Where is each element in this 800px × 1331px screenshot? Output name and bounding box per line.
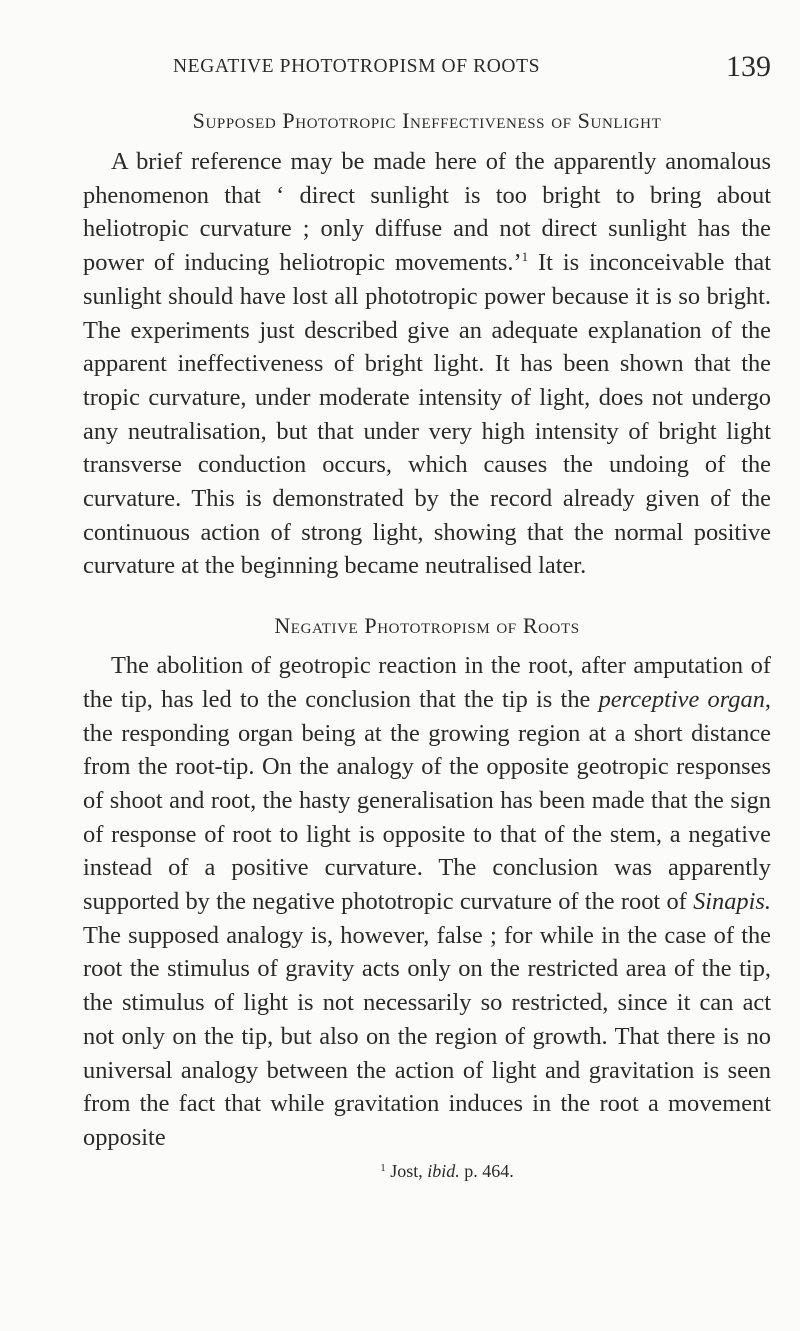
footnote-ibid: ibid. [427,1160,460,1181]
page-content [83,52,771,1182]
paragraph-roots [83,649,771,1155]
running-header [83,52,771,92]
footnote [83,1161,771,1182]
footnote-author: Jost, [390,1160,423,1181]
paragraph-text: The abolition of geotropic reaction in the root, after amputation of the tip, has led to the conclusion that the tip is the [83,652,771,713]
paragraph-text: The supposed analogy is, however, false ; for while in the case of the root the stimulus of gravity acts only on the restricted area of the tip, the stimulus of light is not necessarily so restricted, since it can act not only on the tip, but also on the region of growth. That there is no universal analogy between the action of light and gravitation is seen from the fact that while gravitation induces in the root a movement opposite [83,921,771,1151]
italic-term: perceptive organ, [598,685,771,713]
footnote-marker: 1 [380,1161,386,1174]
page-number: 139 [726,50,771,83]
paragraph-text: It is inconceivable that sunlight should have lost all phototropic power because it is so bright. The experiments just described give an adequate explanation of the apparent ineffectiveness of bright light. It has been shown that the tropic curvature, under moderate intensity of light, does not undergo any neutralisation, but that under very high intensity of bright light transverse conduction occurs, which causes the undoing of the curvature. This is demonstrated by the record already given of the continuous action of strong light, showing that the normal positive curvature at the beginning became neutralised later. [83,249,771,580]
section-heading-sunlight: Supposed Phototropic Ineffectiveness of Sunlight [192,108,662,133]
footnote-page: p. 464. [464,1160,514,1181]
section-heading-roots: Negative Phototropism of Roots [274,613,580,639]
paragraph-text: A brief reference may be made here of the apparently anomalous phenomenon that ‘ direct sunlight is too bright to bring about heliotropic curvature ; only diffuse and not direct sunlight has the power of inducing heliotropic movements.’ [83,148,771,277]
footnote-reference[interactable]: 1 [521,249,529,265]
running-title: NEGATIVE PHOTOTROPISM OF ROOTS [173,56,541,77]
paragraph-text: the responding organ being at the growing region at a short distance from the root-tip. On the analogy of the opposite geotropic responses of shoot and root, the hasty generalisation has been made that the sign of response of root to light is opposite to that of the stem, a negative instead of a positive curvature. The conclusion was apparently supported by the negative phototropic curvature of the root of [83,719,771,916]
italic-genus: Sinapis. [693,888,771,916]
paragraph-sunlight [83,145,771,583]
